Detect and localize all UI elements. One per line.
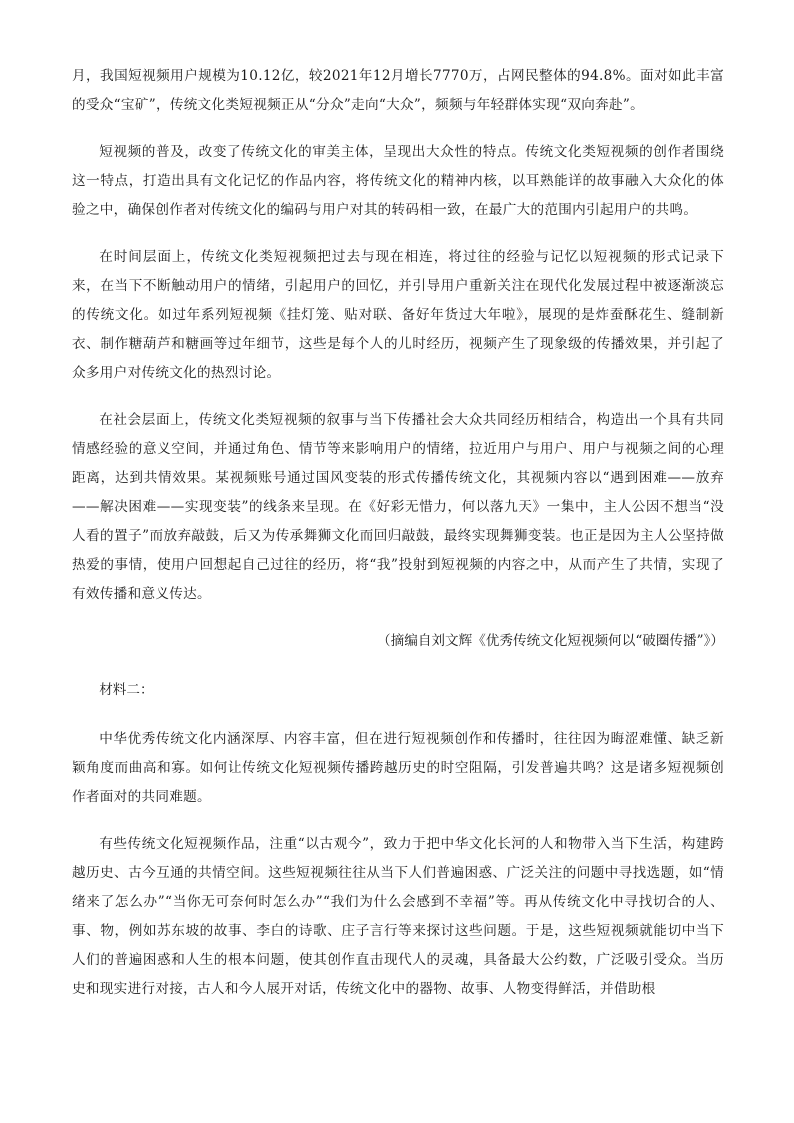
paragraph-1: 月，我国短视频用户规模为10.12亿，较2021年12月增长7770万，占网民整体的94.8%。面对如此丰富的受众“宝矿”，传统文化类短视频正从“分众”走向“大众”，频频与年轻群体实现“双向奔赴”。 — [72, 68, 724, 113]
document-page — [72, 62, 724, 1022]
paragraph-2: 短视频的普及，改变了传统文化的审美主体，呈现出大众性的特点。传统文化类短视频的创作者围绕这一特点，打造出具有文化记忆的作品内容，将传统文化的精神内核，以耳熟能详的故事融入大众化的体验之中，确保创作者对传统文化的编码与用户对其的转码相一致，在最广大的范围内引起用户的共鸣。 — [72, 144, 724, 218]
source-citation: （摘编自刘文辉《优秀传统文化短视频何以“破圈传播”》） — [377, 633, 724, 649]
paragraph-3: 在时间层面上，传统文化类短视频把过去与现在相连，将过往的经验与记忆以短视频的形式记录下来，在当下不断触动用户的情绪，引起用户的回忆，并引导用户重新关注在现代化发展过程中被逐渐淡忘的传统文化。如过年系列短视频《挂灯笼、贴对联、备好年货过大年啦》，展现的是炸蚕酥花生、缝制新衣、制作糖葫芦和糖画等过年细节，这些是每个人的儿时经历，视频产生了现象级的传播效果，并引起了众多用户对传统文化的热烈讨论。 — [72, 249, 724, 381]
material-two-label: 材料二： — [99, 682, 154, 698]
paragraph-6: 有些传统文化短视频作品，注重“以古观今”，致力于把中华文化长河的人和物带入当下生活，构建跨越历史、古今互通的共情空间。这些短视频往往从当下人们普遍困惑、广泛关注的问题中寻找选题，如“情绪来了怎么办”“当你无可奈何时怎么办”“我们为什么会感到不幸福”等。再从传统文化中寻找切合的人、事、物，例如苏东坡的故事、李白的诗歌、庄子言行等来探讨这些问题。于是，这些短视频就能切中当下人们的普遍困惑和人生的根本问题，使其创作直击现代人的灵魂，具备最大公约数，广泛吸引受众。当历史和现实进行对接，古人和今人展开对话，传统文化中的器物、故事、人物变得鲜活，并借助根 — [72, 836, 724, 997]
paragraph-5: 中华优秀传统文化内涵深厚、内容丰富，但在进行短视频创作和传播时，往往因为晦涩难懂、缺乏新颖角度而曲高和寡。如何让传统文化短视频传播跨越历史的时空阻隔，引发普遍共鸣？这是诸多短视频创作者面对的共同难题。 — [72, 731, 724, 805]
paragraph-4: 在社会层面上，传统文化类短视频的叙事与当下传播社会大众共同经历相结合，构造出一个具有共同情感经验的意义空间，并通过角色、情节等来影响用户的情绪，拉近用户与用户、用户与视频之间的心理距离，达到共情效果。某视频账号通过国风变装的形式传播传统文化，其视频内容以“遇到困难——放弃——解决困难——实现变装”的线条来呈现。在《好彩无惜力，何以落九天》一集中，主人公因不想当“没人看的置子”而放弃敲鼓，后又为传承舞狮文化而回归敲鼓，最终实现舞狮变装。也正是因为主人公坚持做热爱的事情，使用户回想起自己过往的经历，将“我”投射到短视频的内容之中，从而产生了共情，实现了有效传播和意义传达。 — [72, 412, 724, 602]
